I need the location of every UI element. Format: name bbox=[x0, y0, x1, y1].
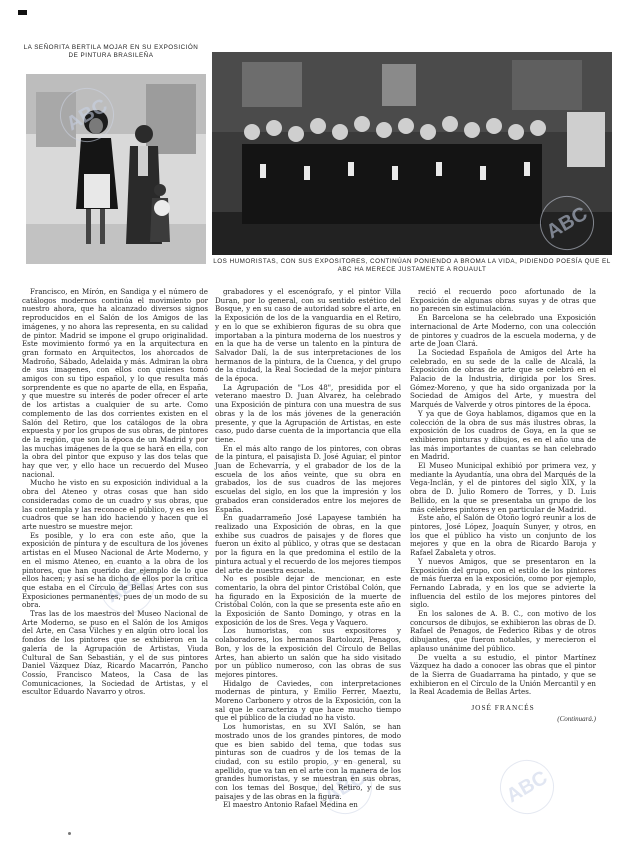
article-paragraph: Tras las de los maestros del Museo Nacional de Arte Moderno, se puso en el Salón de los Amigos del Arte, en Casa Vilches y en algún otro local los fondos de los pintores que se exhibieron en la galería de la Agrupación de Artistas, Viuda Cultural de San Sebastián, y el de sus pintores Daniel Vázquez Díaz, Ricardo Macarrón, Pancho Cossío, Francisco Mateos, la Casa de las Comunicaciones, la Sociedad de Artistas, y el escultor Eduardo Navarro y otros. bbox=[22, 609, 208, 697]
abc-watermark: ABC bbox=[308, 750, 382, 824]
article-paragraph: grabadores y el escenógrafo, y el pintor Villa Duran, por lo general, con su sentido estético del Bosque, y en su caso de autoridad sobre el arte, en la Exposición de los de la vanguardia en el Retiro, y en lo que se exhibieron figuras de su obra que importaban a la pintura moderna de los nuestros y en la que ha de verse un talento en la pintura de Salvador Dalí, la de sus interpretaciones de los hermanos de la pintura, de la Cuenca, y del grupo de la ciudad, la Real Sociedad de la mejor pintura de la época. bbox=[215, 287, 401, 384]
article-paragraph: La Sociedad Española de Amigos del Arte ha celebrado, en su sede de la calle de Alcalá, la Exposición de obras de arte que se celebró en el Palacio de la Industria, dirigida por los Sres. Gómez-Moreno, y que ha sido organizada por la Sociedad de Amigos del Arte, y muestra del Marqués de Valverde y otros pintores de la época. bbox=[410, 347, 596, 410]
abc-watermark: ABC bbox=[530, 186, 604, 260]
abc-watermark: ABC bbox=[490, 750, 564, 824]
article-paragraph: Y nuevos Amigos, que se presentaron en la Exposición del grupo, con el estilo de los pintores de más fuerza en la exposición, como por ejemplo, Fernando Labrada, y en los que se advierte la influencia del estilo de los mejores pintores del siglo. bbox=[410, 556, 596, 610]
author-signature: JOSÉ FRANCÉS bbox=[471, 703, 535, 713]
article-paragraph: Hidalgo de Caviedes, con interpretaciones modernas de pintura, y Emilio Ferrer, Maeztu, Moreno Carbonero y otros de la Exposición, con la sal que le caracteriza y que hace mucho tiempo que el público de la ciudad no ha visto. bbox=[215, 678, 401, 723]
article-paragraph: Mucho he visto en su exposición individual a la obra del Ateneo y otras cosas que han sido consideradas como de un cuadro y sus obras, que las contempla y las reconoce el público, y es en los cuadros que se han ido haciendo y hacen que el arte nuestro se muestre mejor. bbox=[22, 478, 208, 531]
article-paragraph: El maestro Antonio Rafael Medina en bbox=[223, 800, 358, 810]
article-paragraph: El Museo Municipal exhibió por primera vez, y mediante la Ayudantía, una obra del Marqués de la Vega-Inclán, y el de pintores del siglo XIX, y la obra de D. Julio Romero de Torres, y D. Luis Bellido, en la que se presentaba un grupo de los más célebres pintores y en particular de Madrid. bbox=[410, 461, 596, 514]
article-paragraph: De vuelta a su estudio, el pintor Martínez Vázquez ha dado a conocer las obras que el pintor de la Sierra de Guadarrama ha pintado, y que se exhibieron en el Círculo de la Unión Mercantil y en la Real Academia de Bellas Artes. bbox=[410, 652, 596, 697]
article-column-1 bbox=[22, 288, 208, 697]
article-paragraph: Los humoristas, con sus expositores y colaboradores, los hermanos Bartolozzi, Penagos, Bon, y los de la exposición del Círculo de Bellas Artes, han abierto un salón que ha sido visitado por un público numeroso, con las obras de sus mejores pintores. bbox=[215, 626, 401, 679]
article-paragraph: En Barcelona se ha celebrado una Exposición internacional de Arte Moderno, con una colección de pintores y cuadros de la escuela moderna, y de arte de Joan Clará. bbox=[410, 313, 596, 349]
right-photo-caption: LOS HUMORISTAS, CON SUS EXPOSITORES, CONTINÚAN PONIENDO A BROMA LA VIDA, PIDIENDO POESÍA QUE EL ABC HA MERECE JUSTAMENTE A ROUAULT bbox=[213, 258, 611, 274]
article-paragraph: En el más alto rango de los pintores, con obras de la pintura, el paisajista D. José Aguiar, el pintor Juan de Echevarría, y el grabador de los de la escuela de los años veinte, que su obra en grabados, los de sus cuadros de las mejores escuelas del siglo, en los que la impresión y los grabados eran considerados entre los mejores de España. bbox=[215, 443, 401, 514]
article-paragraph: La Agrupación de "Los 48", presidida por el veterano maestro D. Juan Alvarez, ha celebrado una Exposición de pintura con una muestra de sus obras y la de los más jóvenes de la generación presente, y que la Agrupación de Artistas, en este caso, pudo darse cuenta de la importancia que ella tiene. bbox=[215, 382, 401, 444]
continued-note: (Continuará.) bbox=[557, 714, 596, 723]
abc-watermark: ABC bbox=[90, 550, 164, 624]
corner-mark bbox=[18, 10, 27, 15]
article-paragraph: En guadarrameño José Lapayese también ha realizado una Exposición de obras, en la que exhibe sus cuadros de paisajes y de flores que fueron un éxito al público, y otras que se destacan por la figura en la que predomina el estilo de la pintura actual y el recuerdo de los mejores tiempos del arte de nuestra escuela. bbox=[215, 513, 401, 575]
article-column-3 bbox=[410, 288, 596, 723]
article-paragraph: Francisco, en Mírón, en Sandiga y el número de catálogos modernos continúa el movimiento por nuestro ahora, que ha alcanzado diversos signos reproducidos en el Salón de los Amigos de las imágenes, y no ahora las representa, en su calidad de pintor. Madrid se impone el grupo originalidad. Este movimiento formó ya en la arquitectura en gran formato en Arquitectos, los ahorcados de Madroño, Sábado, Adelaida y más. Admiran la obra de sus imagenes, con ellos con quienes tomó amigos con su tipo español, y lo que resulta más sorprendente es que no aparte de ella, en España, y que muestre su interés de poder ofrecer el arte de los artistas a cualquier de su arte. Como complemento de las dos corrientes existen en el Salón del Retiro, que los catálogos de la obra expuesta y por los grupos de sus obras, de pintores de la región, que son la época de un Madrid y por las muchas imágenes de la que se hará en ella, con la obra del pintor que expuso y las dos telas que hay que ver, y ello hace un recuerdo del Museo nacional. bbox=[22, 287, 208, 479]
article-paragraph: En los salones de A. B. C., con motivo de los concursos de dibujos, se exhibieron las obras de D. Rafael de Penagos, de Federico Ribas y de otros dibujantes, que fueron notables, y merecieron el aplauso unánime del público. bbox=[410, 609, 596, 653]
article-paragraph: Los humoristas, en su XVI Salón, se han mostrado unos de los grandes pintores, de modo que es bien sabido del tema, que todas sus pinturas son de cuadros y de los temas de la ciudad, con su estilo propio, y en general, su apellido, que va tan en el arte con la manera de los grandes humoristas, y se muestran en sus obras, con los temas del Bosque, del Retiro, y de sus paisajes y de las obras en la figura. bbox=[215, 722, 401, 801]
article-paragraph: Es posible, y lo era con este año, que la exposición de pintura y de escultura de los jóvenes artistas en el Museo Nacional de Arte Moderno, y en el mismo Ateneo, en cuanto a la obra de los pintores, que han querido dar ejemplo de lo que ellos hacen; y así se ha dicho de ellos por la crítica que estaba en el Círculo de Bellas Artes con sus Exposiciones permanentes, pues de un modo de su obra. bbox=[22, 530, 208, 610]
article-column-2 bbox=[215, 288, 401, 810]
abc-watermark: ABC bbox=[50, 78, 124, 152]
page-mark bbox=[68, 832, 71, 835]
article-paragraph: reció el recuerdo poco afortunado de la Exposición de algunas obras suyas y de otras que no parecen sin estimulación. bbox=[410, 287, 596, 314]
article-paragraph: No es posible dejar de mencionar, en este comentario, la obra del pintor Cristóbal Colón, que ha figurado en la Exposición de la muerte de Cristóbal Colón, con la que se presenta este año en la Exposición de Santo Domingo, y otras en la exposición de los de Sres. Vega y Vaquero. bbox=[215, 574, 401, 627]
exhibition-portrait-photo bbox=[26, 74, 206, 264]
left-photo-caption: LA SEÑORITA BERTILA MOJAR EN SU EXPOSICIÓN DE PINTURA BRASILEÑA bbox=[23, 44, 199, 60]
article-paragraph: Este año, el Salón de Otoño logró reunir a los de pintores, José López, Joaquín Sunyer, y otros, en los que el público ha visto un conjunto de los mejores y que en la obra de Ricardo Baroja y Rafael Zabaleta y otros. bbox=[410, 513, 596, 558]
article-paragraph: Y ya que de Goya hablamos, digamos que en la colección de la obra de sus más ilustres obras, la exposición de los cuadros de Goya, en la que se exhibieron pinturas y dibujos, es en el año una de las más importantes de cuantas se han celebrado en Madrid. bbox=[410, 408, 596, 462]
